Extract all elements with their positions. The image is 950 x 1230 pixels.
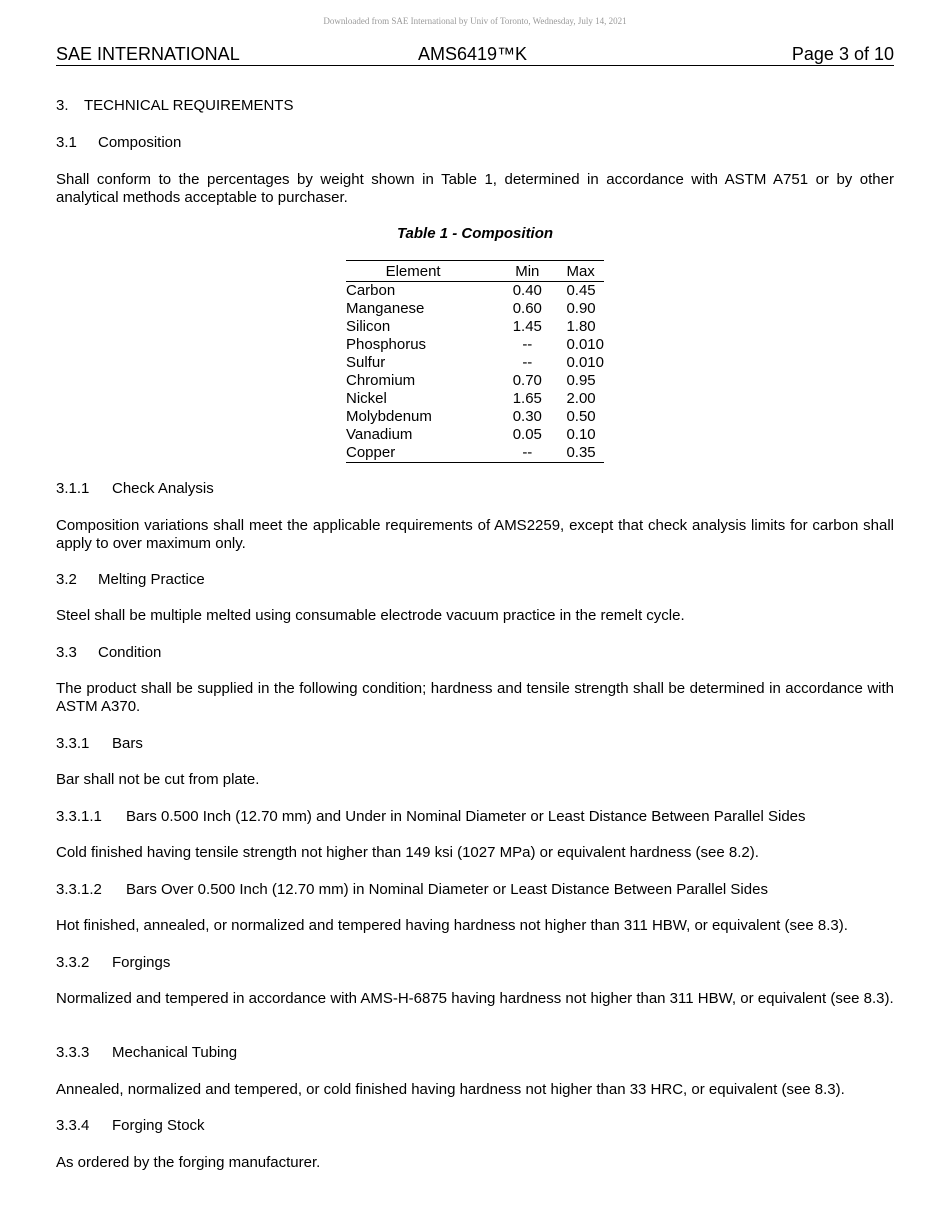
- cell-max: 0.10: [566, 426, 596, 443]
- table-row: [346, 282, 604, 301]
- cell-element: Sulfur: [346, 354, 386, 371]
- cell-min: 1.65: [512, 390, 542, 407]
- cell-element: Manganese: [346, 300, 425, 317]
- cell-min: 0.05: [512, 426, 542, 443]
- cell-max: 1.80: [566, 318, 596, 335]
- header-max: Max: [566, 263, 595, 280]
- page-header: [56, 44, 894, 66]
- header-element: Element: [385, 263, 441, 280]
- section-title: TECHNICAL REQUIREMENTS: [84, 97, 294, 114]
- section-title: Mechanical Tubing: [112, 1044, 238, 1061]
- composition-table: [346, 260, 604, 463]
- cell-max: 0.90: [566, 300, 596, 317]
- section-heading-3-1-1: [56, 480, 214, 498]
- section-number: 3.3: [56, 644, 77, 661]
- section-heading-3: [56, 97, 293, 115]
- paragraph-3-3-1: Bar shall not be cut from plate.: [56, 771, 260, 788]
- section-number: 3.2: [56, 571, 77, 588]
- cell-element: Silicon: [346, 318, 391, 335]
- section-title: Condition: [98, 644, 162, 661]
- table-row: [346, 390, 604, 408]
- header-org: SAE INTERNATIONAL: [56, 44, 240, 64]
- paragraph-3-3-2: Normalized and tempered in accordance with AMS-H-6875 having hardness not higher than 311 HBW, or equivalent (see 8.3).: [56, 990, 894, 1007]
- section-number: 3.3.1.1: [56, 808, 102, 825]
- section-heading-3-3-1-2: [56, 881, 768, 899]
- header-doc-number: AMS6419™K: [418, 44, 528, 64]
- cell-max: 0.35: [566, 444, 596, 461]
- cell-max: 0.010: [566, 354, 604, 371]
- paragraph-3-3-1-2: Hot finished, annealed, or normalized and tempered having hardness not higher than 311 HBW, or equivalent (see 8.3).: [56, 917, 848, 934]
- cell-element: Vanadium: [346, 426, 413, 443]
- section-number: 3.3.1.2: [56, 881, 102, 898]
- table-caption: Table 1 - Composition: [396, 225, 554, 242]
- section-title: Forgings: [112, 954, 171, 971]
- table-row: [346, 426, 604, 444]
- cell-max: 0.50: [566, 408, 596, 425]
- cell-element: Nickel: [346, 390, 387, 407]
- paragraph-3-3-1-1: Cold finished having tensile strength not higher than 149 ksi (1027 MPa) or equivalent hardness (see 8.2).: [56, 844, 759, 861]
- header-page-number: Page 3 of 10: [791, 44, 894, 64]
- section-number: 3.1.1: [56, 480, 90, 497]
- table-row: [346, 300, 604, 318]
- section-heading-3-3-4: [56, 1117, 205, 1135]
- cell-min: --: [522, 336, 533, 353]
- paragraph-3-1-1: Composition variations shall meet the applicable requirements of AMS2259, except that check analysis limits for carbon shall apply to over maximum only.: [56, 517, 894, 552]
- paragraph-3-3-4: As ordered by the forging manufacturer.: [56, 1154, 321, 1171]
- section-number: 3.3.1: [56, 735, 90, 752]
- table-row: [346, 444, 604, 463]
- cell-min: 0.40: [512, 282, 542, 299]
- table-header-row: [346, 261, 604, 282]
- table-row: [346, 408, 604, 426]
- header-min: Min: [515, 263, 540, 280]
- section-heading-3-3-3: [56, 1044, 237, 1062]
- section-title: Check Analysis: [112, 480, 214, 497]
- section-number: 3.3.2: [56, 954, 90, 971]
- paragraph-3-1: Shall conform to the percentages by weight shown in Table 1, determined in accordance with ASTM A751 or by other analytical methods acceptable to purchaser.: [56, 171, 894, 206]
- cell-max: 0.45: [566, 282, 596, 299]
- table-row: [346, 372, 604, 390]
- cell-element: Carbon: [346, 282, 396, 299]
- cell-min: --: [522, 444, 533, 461]
- cell-element: Molybdenum: [346, 408, 432, 425]
- section-heading-3-2: [56, 571, 205, 589]
- cell-element: Phosphorus: [346, 336, 427, 353]
- section-number: 3.1: [56, 134, 77, 151]
- cell-min: 0.30: [512, 408, 542, 425]
- section-title: Bars 0.500 Inch (12.70 mm) and Under in Nominal Diameter or Least Distance Between Parallel Sides: [126, 808, 806, 825]
- section-heading-3-1: [56, 134, 181, 152]
- cell-max: 2.00: [566, 390, 596, 407]
- section-number: 3.3.4: [56, 1117, 90, 1134]
- cell-max: 0.95: [566, 372, 596, 389]
- section-number: 3.: [56, 97, 69, 114]
- cell-element: Chromium: [346, 372, 416, 389]
- cell-min: 0.60: [512, 300, 542, 317]
- table-row: [346, 354, 604, 372]
- section-title: Melting Practice: [98, 571, 205, 588]
- download-watermark: Downloaded from SAE International by Univ of Toronto, Wednesday, July 14, 2021: [323, 16, 627, 26]
- table-row: [346, 336, 604, 354]
- section-heading-3-3-2: [56, 954, 170, 972]
- cell-element: Copper: [346, 444, 396, 461]
- paragraph-3-2: Steel shall be multiple melted using consumable electrode vacuum practice in the remelt cycle.: [56, 607, 685, 624]
- paragraph-3-3: The product shall be supplied in the following condition; hardness and tensile strength shall be determined in accordance with ASTM A370.: [56, 680, 894, 715]
- section-title: Bars Over 0.500 Inch (12.70 mm) in Nominal Diameter or Least Distance Between Parallel Sides: [126, 881, 768, 898]
- cell-min: 1.45: [512, 318, 542, 335]
- table-row: [346, 318, 604, 336]
- cell-max: 0.010: [566, 336, 604, 353]
- section-number: 3.3.3: [56, 1044, 90, 1061]
- cell-min: 0.70: [512, 372, 542, 389]
- section-title: Forging Stock: [112, 1117, 205, 1134]
- section-title: Composition: [98, 134, 182, 151]
- paragraph-3-3-3: Annealed, normalized and tempered, or cold finished having hardness not higher than 33 HRC, or equivalent (see 8.3).: [56, 1081, 845, 1098]
- section-heading-3-3-1-1: [56, 808, 806, 826]
- section-heading-3-3: [56, 644, 161, 662]
- section-title: Bars: [112, 735, 143, 752]
- cell-min: --: [522, 354, 533, 371]
- section-heading-3-3-1: [56, 735, 143, 753]
